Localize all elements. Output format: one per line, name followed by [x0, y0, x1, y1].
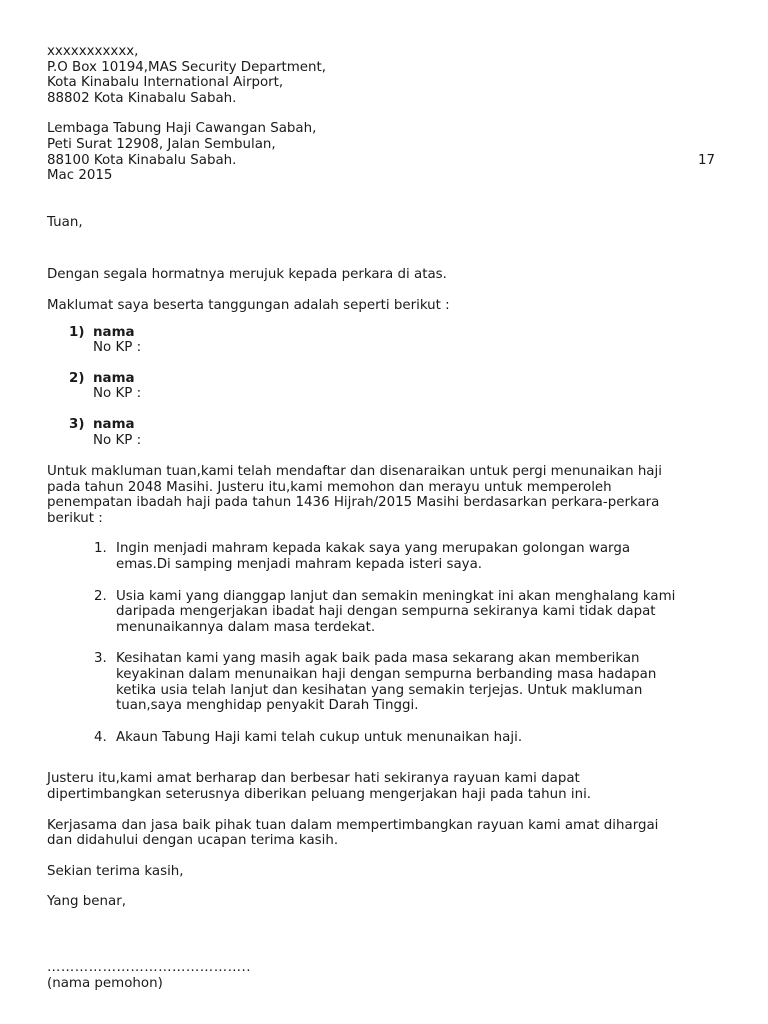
list-number: 3): [69, 416, 85, 432]
dependent-id-label: No KP :: [93, 340, 142, 356]
reason-line: keyakinan dalam menunaikan haji dengan sempurna berbanding masa hadapan: [116, 667, 657, 683]
reasons-list: [47, 541, 719, 745]
dependent-name: nama: [93, 324, 135, 340]
request-paragraph: [47, 464, 719, 526]
signatory-name: (nama pemohon): [47, 975, 163, 991]
list-item: [47, 325, 719, 356]
reason-line: emas.Di samping menjadi mahram kepada isteri saya.: [116, 557, 483, 573]
list-number: 1.: [94, 541, 107, 557]
list-number: 1): [69, 324, 85, 340]
list-item: [47, 371, 719, 402]
paragraph-line: Kerjasama dan jasa baik pihak tuan dalam mempertimbangkan rayuan kami amat dihargai: [47, 817, 659, 833]
closing-paragraph: [47, 771, 719, 802]
list-item: [47, 417, 719, 448]
sender-address-line: 88802 Kota Kinabalu Sabah.: [47, 90, 237, 106]
sender-address: [47, 44, 719, 106]
list-item: [47, 589, 719, 636]
letter-page: [47, 44, 719, 991]
list-number: 2): [69, 370, 85, 386]
dependents-list: [47, 325, 719, 449]
reason-line: ketika usia telah lanjut dan kesihatan yang semakin terjejas. Untuk makluman: [116, 682, 643, 698]
salutation: Tuan,: [47, 214, 83, 230]
paragraph-line: pada tahun 2048 Masihi. Justeru itu,kami memohon dan merayu untuk memperoleh: [47, 479, 612, 495]
list-number: 4.: [94, 729, 107, 745]
reason-line: menunaikannya dalam masa terdekat.: [116, 619, 376, 635]
sender-name: xxxxxxxxxxx,: [47, 44, 139, 59]
reason-line: daripada mengerjakan ibadat haji dengan sempurna sekiranya kami tidak dapat: [116, 604, 656, 620]
reason-line: Kesihatan kami yang masih agak baik pada masa sekarang akan memberikan: [116, 651, 640, 667]
list-item: [47, 730, 719, 746]
paragraph-line: Justeru itu,kami amat berharap dan berbesar hati sekiranya rayuan kami dapat: [47, 771, 580, 787]
sender-address-line: P.O Box 10194,MAS Security Department,: [47, 59, 327, 75]
recipient-postcode-city: 88100 Kota Kinabalu Sabah.: [47, 152, 237, 168]
list-number: 2.: [94, 588, 107, 604]
list-number: 3.: [94, 651, 107, 667]
date-day: 17: [697, 152, 715, 168]
reason-line: Ingin menjadi mahram kepada kakak saya yang merupakan golongan warga: [116, 541, 631, 557]
list-item: [47, 541, 719, 572]
recipient-address-line: [47, 153, 719, 169]
intro-paragraph: Dengan segala hormatnya merujuk kepada perkara di atas.: [47, 267, 447, 283]
recipient-address-line: Peti Surat 12908, Jalan Sembulan,: [47, 136, 276, 152]
dependent-name: nama: [93, 370, 135, 386]
recipient-address-line: Lembaga Tabung Haji Cawangan Sabah,: [47, 121, 317, 137]
sender-address-line: Kota Kinabalu International Airport,: [47, 75, 284, 91]
paragraph-line: berikut :: [47, 510, 103, 526]
list-item: [47, 651, 719, 713]
reason-line: Usia kami yang dianggap lanjut dan semakin meningkat ini akan menghalang kami: [116, 588, 676, 604]
recipient-address: [47, 121, 719, 183]
sign-off: Yang benar,: [47, 894, 126, 910]
date-month-year: Mac 2015: [47, 168, 113, 184]
paragraph-line: dipertimbangkan seterusnya diberikan peluang mengerjakan haji pada tahun ini.: [47, 787, 592, 802]
appreciation-paragraph: [47, 818, 719, 849]
thanks-line: Sekian terima kasih,: [47, 863, 184, 879]
dependents-intro: Maklumat saya beserta tanggungan adalah seperti berikut :: [47, 297, 450, 313]
signature-line: ……………………………………..: [47, 959, 251, 975]
reason-line: tuan,saya menghidap penyakit Darah Tinggi.: [116, 698, 419, 714]
paragraph-line: dan didahului dengan ucapan terima kasih.: [47, 833, 339, 849]
paragraph-line: penempatan ibadah haji pada tahun 1436 Hijrah/2015 Masihi berdasarkan perkara-perkara: [47, 495, 660, 511]
dependent-id-label: No KP :: [93, 386, 142, 402]
dependent-name: nama: [93, 416, 135, 432]
dependent-id-label: No KP :: [93, 432, 142, 448]
paragraph-line: Untuk makluman tuan,kami telah mendaftar dan disenaraikan untuk pergi menunaikan haji: [47, 464, 662, 480]
reason-line: Akaun Tabung Haji kami telah cukup untuk menunaikan haji.: [116, 729, 523, 745]
